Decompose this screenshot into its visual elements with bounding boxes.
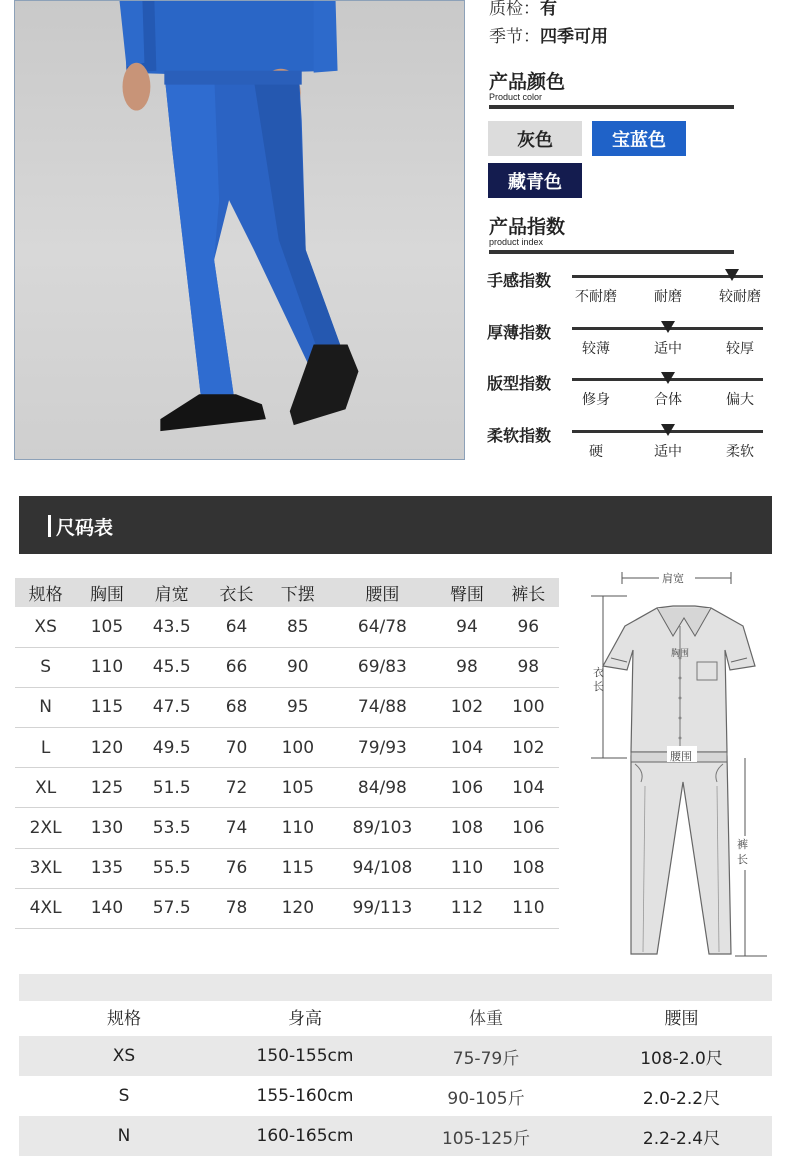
table-cell: 110	[76, 647, 137, 687]
table-cell: 100	[498, 687, 559, 727]
index-section-rule	[489, 250, 734, 254]
fit-table-column-header: 身高	[288, 1009, 322, 1029]
table-cell: 130	[76, 808, 137, 848]
table-cell: 69/83	[328, 647, 436, 687]
table-cell: 112	[436, 888, 497, 928]
season-value: 四季可用	[540, 27, 608, 47]
size-table-column-header: 规格	[15, 578, 76, 607]
size-table-column-header: 胸围	[76, 578, 137, 607]
index-tick-label: 偏大	[726, 392, 754, 408]
index-tick-label: 适中	[654, 444, 682, 460]
table-cell: 78	[206, 888, 267, 928]
table-cell: 108-2.0尺	[640, 1048, 723, 1069]
table-cell: 66	[206, 647, 267, 687]
table-cell: 85	[267, 607, 328, 647]
index-label: 柔软指数	[487, 426, 552, 445]
color-swatch-navy[interactable]: 藏青色	[488, 163, 582, 198]
size-table-column-header: 腰围	[328, 578, 436, 607]
size-chart-title: 尺码表	[56, 517, 114, 539]
table-row	[19, 1076, 772, 1116]
quality-label: 质检：	[489, 0, 540, 19]
quality-value: 有	[540, 0, 557, 19]
table-row	[15, 848, 559, 888]
table-cell: 98	[436, 647, 497, 687]
table-row	[15, 888, 559, 928]
fit-table-top-band	[19, 974, 772, 1001]
table-cell: 2XL	[15, 808, 76, 848]
index-tick-label: 较厚	[726, 341, 754, 357]
table-cell: 64/78	[328, 607, 436, 647]
table-cell: 110	[498, 888, 559, 928]
table-cell: 106	[498, 808, 559, 848]
table-cell: 115	[267, 848, 328, 888]
length-label-2: 长	[593, 680, 604, 693]
table-row	[15, 687, 559, 727]
table-cell: 49.5	[138, 728, 206, 768]
index-marker-icon	[661, 321, 675, 333]
table-cell: 98	[498, 647, 559, 687]
pants-length-label-2: 长	[737, 853, 748, 866]
index-tick-label: 合体	[654, 392, 682, 408]
table-cell: 94/108	[328, 848, 436, 888]
index-tick-label: 较耐磨	[719, 289, 761, 305]
table-cell: 120	[76, 728, 137, 768]
table-cell: 90-105斤	[447, 1088, 525, 1109]
table-cell: 105	[267, 768, 328, 808]
index-marker-icon	[725, 269, 739, 281]
table-cell: 104	[498, 768, 559, 808]
table-row	[19, 1116, 772, 1156]
color-section-title: 产品颜色	[489, 71, 566, 93]
product-photo	[14, 0, 465, 460]
table-cell: 76	[206, 848, 267, 888]
table-cell: 3XL	[15, 848, 76, 888]
table-cell: 115	[76, 687, 137, 727]
table-cell: S	[118, 1086, 130, 1106]
table-cell: 64	[206, 607, 267, 647]
table-row	[15, 647, 559, 687]
table-cell: 89/103	[328, 808, 436, 848]
table-cell: 2.2-2.4尺	[642, 1128, 721, 1149]
table-cell: XS	[112, 1046, 136, 1066]
size-table-body	[15, 607, 559, 929]
index-label: 手感指数	[487, 271, 552, 290]
table-cell: 108	[436, 808, 497, 848]
index-tick-label: 较薄	[582, 341, 610, 357]
table-cell: 43.5	[138, 607, 206, 647]
table-cell: 90	[267, 647, 328, 687]
size-chart-header-accent	[48, 515, 51, 537]
index-label: 版型指数	[487, 374, 552, 393]
size-chart-header	[19, 496, 772, 554]
table-cell: 53.5	[138, 808, 206, 848]
table-cell: 105	[76, 607, 137, 647]
table-cell: 95	[267, 687, 328, 727]
color-section-subtitle: Product color	[489, 92, 543, 102]
quality-line	[489, 0, 557, 19]
table-cell: 74/88	[328, 687, 436, 727]
table-cell: 125	[76, 768, 137, 808]
shoulder-label: 肩宽	[662, 572, 684, 585]
fit-table-column-header: 腰围	[664, 1009, 699, 1029]
index-tick-label: 适中	[654, 341, 682, 357]
index-section-title: 产品指数	[489, 216, 566, 238]
season-label: 季节：	[489, 27, 540, 47]
table-cell: 106	[436, 768, 497, 808]
index-tick-label: 柔软	[726, 444, 754, 460]
size-table-column-header: 肩宽	[138, 578, 206, 607]
color-swatch-gray[interactable]: 灰色	[488, 121, 582, 156]
table-cell: XS	[15, 607, 76, 647]
table-cell: 84/98	[328, 768, 436, 808]
table-cell: 102	[436, 687, 497, 727]
table-cell: 99/113	[328, 888, 436, 928]
table-cell: 140	[76, 888, 137, 928]
table-cell: 108	[498, 848, 559, 888]
measurement-diagram	[585, 566, 770, 961]
table-cell: 75-79斤	[452, 1048, 520, 1069]
table-cell: 105-125斤	[441, 1128, 531, 1149]
pants-length-label-1: 裤	[737, 838, 748, 851]
table-row	[15, 728, 559, 768]
size-table-column-header: 衣长	[206, 578, 267, 607]
size-table-header	[15, 578, 559, 607]
size-table-column-header: 裤长	[498, 578, 559, 607]
table-cell: S	[15, 647, 76, 687]
index-label: 厚薄指数	[487, 323, 552, 342]
table-row	[19, 1036, 772, 1076]
table-cell: 135	[76, 848, 137, 888]
table-cell: 45.5	[138, 647, 206, 687]
table-cell: 155-160cm	[256, 1086, 354, 1106]
table-cell: 51.5	[138, 768, 206, 808]
table-row	[15, 768, 559, 808]
fit-table-column-header: 规格	[107, 1009, 141, 1029]
table-cell: 2.0-2.2尺	[642, 1088, 721, 1109]
length-label-1: 衣	[593, 666, 604, 679]
table-cell: 94	[436, 607, 497, 647]
table-cell: 150-155cm	[256, 1046, 354, 1066]
table-cell: N	[117, 1126, 131, 1146]
size-table	[15, 578, 559, 929]
color-section-rule	[489, 105, 734, 109]
model-image	[15, 1, 464, 459]
table-cell: 72	[206, 768, 267, 808]
fit-table-header	[19, 1001, 772, 1032]
chest-label: 胸围	[671, 649, 690, 659]
table-cell: 104	[436, 728, 497, 768]
table-row	[15, 607, 559, 647]
index-tick-label: 修身	[582, 392, 610, 408]
index-tick-label: 不耐磨	[575, 289, 617, 305]
season-line	[489, 22, 608, 47]
table-cell: 79/93	[328, 728, 436, 768]
table-cell: 68	[206, 687, 267, 727]
table-cell: 57.5	[138, 888, 206, 928]
table-cell: 120	[267, 888, 328, 928]
table-cell: 47.5	[138, 687, 206, 727]
index-section-subtitle: product index	[489, 237, 544, 247]
table-cell: 102	[498, 728, 559, 768]
table-cell: N	[15, 687, 76, 727]
table-cell: 74	[206, 808, 267, 848]
table-row	[15, 808, 559, 848]
waist-label: 腰围	[670, 750, 692, 763]
table-cell: 96	[498, 607, 559, 647]
table-cell: 4XL	[15, 888, 76, 928]
index-marker-icon	[661, 372, 675, 384]
size-table-column-header: 下摆	[267, 578, 328, 607]
index-tick-label: 耐磨	[654, 289, 682, 305]
table-cell: 100	[267, 728, 328, 768]
table-cell: 110	[436, 848, 497, 888]
table-cell: 110	[267, 808, 328, 848]
color-swatch-royal-blue[interactable]: 宝蓝色	[592, 121, 686, 156]
size-table-column-header: 臀围	[436, 578, 497, 607]
table-cell: L	[15, 728, 76, 768]
fit-table-column-header: 体重	[469, 1009, 503, 1029]
index-tick-label: 硬	[589, 444, 603, 460]
table-cell: 70	[206, 728, 267, 768]
table-cell: 160-165cm	[256, 1126, 354, 1146]
index-marker-icon	[661, 424, 675, 436]
table-cell: 55.5	[138, 848, 206, 888]
table-cell: XL	[15, 768, 76, 808]
